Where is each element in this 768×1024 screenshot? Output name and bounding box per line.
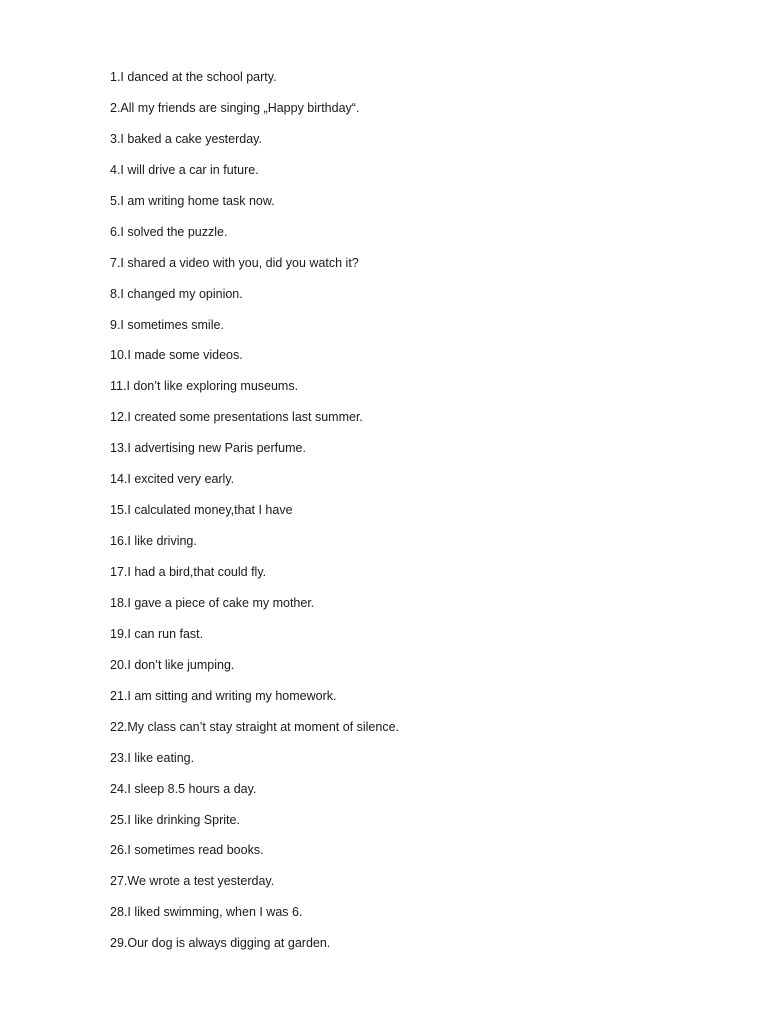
sentence-item: 12.I created some presentations last summer. [110, 410, 363, 425]
sentence-item: 16.I like driving. [110, 534, 197, 549]
sentence-item: 20.I don’t like jumping. [110, 657, 235, 672]
sentence-list [110, 66, 750, 963]
sentence-item: 15.I calculated money,that I have [110, 503, 293, 518]
sentence-item: 23.I like eating. [110, 750, 195, 765]
sentence-item: 14.I excited very early. [110, 472, 235, 487]
sentence-item: 1.I danced at the school party. [110, 70, 277, 84]
sentence-item: 26.I sometimes read books. [110, 843, 264, 858]
sentence-item: 11.I don’t like exploring museums. [110, 379, 299, 394]
sentence-item: 25.I like drinking Sprite. [110, 812, 240, 827]
sentence-item: 6.I solved the puzzle. [110, 224, 228, 239]
sentence-item: 28.I liked swimming, when I was 6. [110, 905, 303, 920]
sentence-item: 21.I am sitting and writing my homework. [110, 688, 337, 703]
sentence-item: 7.I shared a video with you, did you watch it? [110, 255, 359, 270]
sentence-item: 3.I baked a cake yesterday. [110, 131, 262, 146]
sentence-item: 17.I had a bird,that could fly. [110, 565, 267, 579]
sentence-item: 2.All my friends are singing „Happy birthday“. [110, 100, 360, 115]
sentence-item: 19.I can run fast. [110, 626, 204, 641]
sentence-item: 13.I advertising new Paris perfume. [110, 441, 306, 456]
sentence-item: 24.I sleep 8.5 hours a day. [110, 781, 257, 796]
sentence-item: 4.I will drive a car in future. [110, 162, 259, 177]
sentence-item: 9.I sometimes smile. [110, 317, 224, 332]
sentence-item: 8.I changed my opinion. [110, 286, 243, 301]
sentence-item: 27.We wrote a test yesterday. [110, 874, 275, 889]
sentence-item: 29.Our dog is always digging at garden. [110, 936, 331, 951]
sentence-item: 5.I am writing home task now. [110, 193, 275, 208]
sentence-item: 18.I gave a piece of cake my mother. [110, 595, 315, 610]
sentence-item: 10.I made some videos. [110, 348, 243, 363]
sentence-item: 22.My class can’t stay straight at moment of silence. [110, 719, 400, 734]
